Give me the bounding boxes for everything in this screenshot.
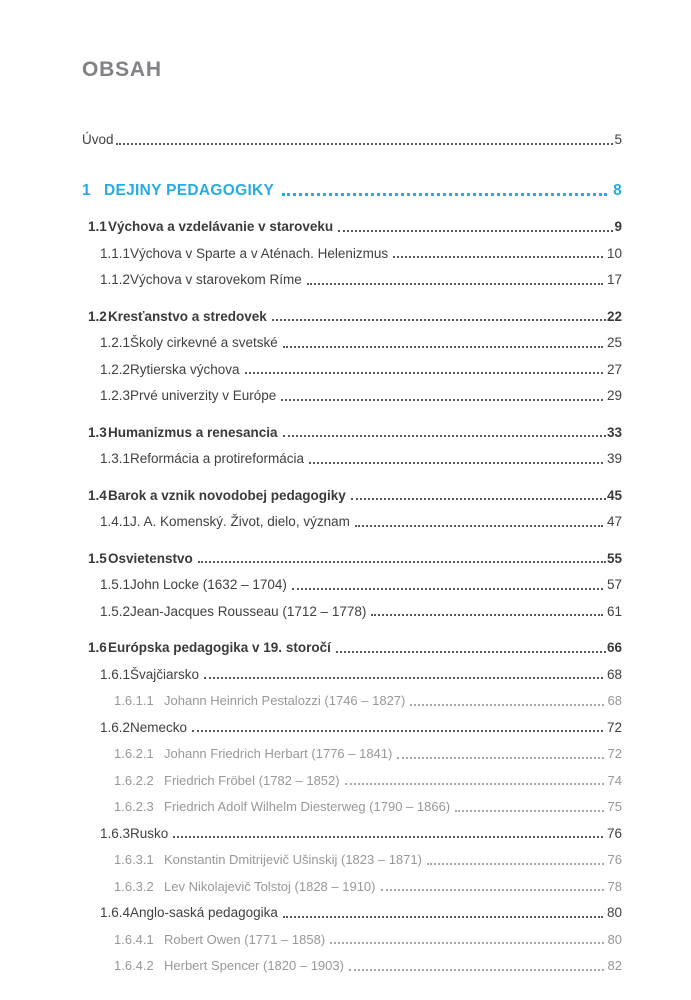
toc-entry-title: Nemecko — [130, 719, 188, 735]
dot-leader-icon — [245, 372, 603, 374]
page-title: OBSAH — [82, 58, 162, 81]
toc-entry-number: 1 — [82, 181, 91, 199]
toc-entry-number: 1.5.1 — [100, 577, 131, 592]
toc-entry-page: 45 — [606, 487, 622, 503]
toc-entry-page: 75 — [607, 799, 622, 814]
dot-leader-icon — [173, 836, 603, 838]
toc-entry-title: John Locke (1632 – 1704) — [130, 577, 287, 592]
dot-leader-icon — [283, 435, 606, 437]
toc-entry-title: J. A. Komenský. Život, dielo, význam — [130, 514, 350, 529]
toc-entry — [82, 715, 622, 742]
toc-entry-number: 1.3 — [88, 424, 107, 440]
toc-list — [82, 127, 622, 980]
dot-leader-icon — [455, 810, 603, 812]
toc-entry-page: 72 — [606, 719, 622, 735]
toc-entry — [82, 572, 622, 599]
toc-entry — [82, 927, 622, 954]
dot-leader-icon — [309, 462, 603, 464]
toc-entry-number: 1.2.1 — [100, 335, 131, 350]
toc-entry — [82, 900, 622, 927]
toc-entry-title: Výchova v starovekom Ríme — [130, 272, 302, 287]
toc-entry-title: Prvé univerzity v Európe — [130, 388, 277, 403]
toc-entry — [82, 127, 622, 154]
toc-entry — [82, 330, 622, 357]
dot-leader-icon — [198, 561, 606, 563]
toc-entry-page: 27 — [606, 361, 622, 377]
toc-entry-title: Herbert Spencer (1820 – 1903) — [164, 958, 344, 973]
dot-leader-icon — [272, 319, 606, 321]
toc-entry-page: 33 — [606, 424, 622, 440]
toc-entry-title: Osvietenstvo — [108, 550, 193, 566]
toc-entry-title: Barok a vznik novodobej pedagogiky — [108, 487, 346, 503]
toc-entry-title: Výchova v Sparte a v Aténach. Helenizmus — [130, 245, 389, 261]
toc-entry-page: 76 — [606, 825, 622, 841]
toc-entry-page: 61 — [606, 603, 622, 619]
toc-entry — [82, 483, 622, 510]
toc-entry-page: 66 — [606, 640, 622, 655]
toc-entry — [82, 546, 622, 573]
toc-entry-number: 1.1 — [88, 219, 107, 234]
toc-entry-number: 1.5 — [88, 550, 107, 566]
toc-entry-number: 1.6 — [88, 640, 107, 655]
toc-entry-number: 1.6.4.1 — [114, 931, 154, 947]
toc-entry-page: 68 — [607, 693, 622, 708]
toc-entry — [82, 357, 622, 384]
toc-entry-title: Johann Friedrich Herbart (1776 – 1841) — [164, 746, 393, 761]
toc-entry-title: Anglo-saská pedagogika — [130, 905, 278, 920]
dot-leader-icon — [283, 916, 603, 918]
toc-entry-number: 1.5.2 — [100, 603, 131, 619]
dot-leader-icon — [351, 498, 606, 500]
toc-entry-page: 17 — [606, 272, 622, 287]
toc-entry-title: Výchova a vzdelávanie v staroveku — [108, 219, 334, 234]
toc-entry-page: 82 — [607, 958, 622, 973]
toc-entry-number: 1.6.2.2 — [114, 772, 154, 788]
toc-entry-page: 80 — [606, 905, 622, 920]
toc-entry — [82, 420, 622, 447]
toc-entry-number: 1.6.3.1 — [114, 852, 154, 867]
toc-entry-number: 1.6.1 — [100, 666, 131, 682]
toc-entry-title: Školy cirkevné a svetské — [130, 335, 278, 350]
toc-entry-page: 47 — [606, 514, 622, 529]
toc-entry-title: DEJINY PEDAGOGIKY — [104, 181, 275, 199]
toc-entry-page: 78 — [607, 878, 622, 894]
dot-leader-icon — [307, 283, 603, 285]
toc-entry — [82, 178, 622, 205]
toc-entry-page: 8 — [613, 181, 622, 199]
toc-entry-page: 55 — [606, 550, 622, 566]
toc-entry-number: 1.2.2 — [100, 361, 131, 377]
toc-entry-number: 1.4.1 — [100, 514, 131, 529]
toc-entry-title: Humanizmus a renesancia — [108, 424, 278, 440]
dot-leader-icon — [336, 651, 606, 653]
toc-entry — [82, 741, 622, 768]
toc-entry — [82, 599, 622, 626]
toc-entry-number: 1.6.2.3 — [114, 799, 154, 814]
toc-entry-title: Rusko — [130, 825, 169, 841]
toc-entry-title: Robert Owen (1771 – 1858) — [164, 931, 326, 947]
toc-entry — [82, 241, 622, 268]
dot-leader-icon — [349, 969, 604, 971]
toc-entry-title: Rytierska výchova — [130, 361, 240, 377]
toc-entry-title: Lev Nikolajevič Tolstoj (1828 – 1910) — [164, 878, 376, 894]
toc-entry-number: 1.1.1 — [100, 245, 131, 261]
dot-leader-icon — [292, 588, 603, 590]
toc-entry-number: 1.1.2 — [100, 272, 131, 287]
toc-entry — [82, 794, 622, 821]
toc-entry-page: 25 — [606, 335, 622, 350]
toc-entry — [82, 267, 622, 294]
toc-entry — [82, 874, 622, 901]
toc-entry-number: 1.6.3 — [100, 825, 131, 841]
toc-entry-page: 29 — [606, 388, 622, 403]
toc-entry-title: Úvod — [82, 132, 114, 147]
toc-entry — [82, 304, 622, 331]
toc-entry-page: 68 — [606, 666, 622, 682]
toc-entry-title: Európska pedagogika v 19. storočí — [108, 640, 331, 655]
toc-entry-title: Švajčiarsko — [130, 666, 200, 682]
dot-leader-icon — [116, 143, 614, 145]
toc-entry-title: Kresťanstvo a stredovek — [108, 308, 267, 324]
dot-leader-icon — [283, 346, 603, 348]
toc-entry-page: 9 — [614, 219, 622, 234]
toc-entry — [82, 383, 622, 410]
toc-entry-page: 10 — [606, 245, 622, 261]
toc-entry-page: 76 — [607, 852, 622, 867]
dot-leader-icon — [381, 889, 604, 891]
toc-entry — [82, 768, 622, 795]
dot-leader-icon — [355, 525, 603, 527]
toc-entry-number: 1.3.1 — [100, 451, 131, 466]
toc-entry-number: 1.6.2.1 — [114, 746, 154, 761]
dot-leader-icon — [410, 704, 603, 706]
toc-entry-title: Jean-Jacques Rousseau (1712 – 1778) — [130, 603, 367, 619]
toc-entry-page: 74 — [607, 772, 622, 788]
toc-entry-title: Friedrich Adolf Wilhelm Diesterweg (1790 – 1866) — [164, 799, 451, 814]
toc-entry-number: 1.6.3.2 — [114, 878, 154, 894]
toc-entry-page: 22 — [606, 308, 622, 324]
toc-entry-number: 1.2.3 — [100, 388, 131, 403]
toc-entry-title: Friedrich Fröbel (1782 – 1852) — [164, 772, 340, 788]
dot-leader-icon — [282, 193, 607, 196]
toc-entry-number: 1.6.4.2 — [114, 958, 154, 973]
dot-leader-icon — [338, 230, 613, 232]
toc-entry-page: 57 — [606, 577, 622, 592]
dot-leader-icon — [192, 730, 603, 732]
toc-entry — [82, 662, 622, 689]
toc-entry-number: 1.6.4 — [100, 905, 131, 920]
toc-entry — [82, 509, 622, 536]
toc-entry-number: 1.6.2 — [100, 719, 131, 735]
dot-leader-icon — [397, 757, 603, 759]
toc-entry-number: 1.2 — [88, 308, 107, 324]
dot-leader-icon — [345, 783, 604, 785]
toc-entry-page: 5 — [614, 132, 622, 147]
toc-entry-number: 1.6.1.1 — [114, 693, 154, 708]
toc-entry-title: Konstantin Dmitrijevič Ušinskij (1823 – 1871) — [164, 852, 422, 867]
dot-leader-icon — [427, 863, 604, 865]
toc-entry — [82, 847, 622, 874]
toc-entry-title: Reformácia a protireformácia — [130, 451, 305, 466]
toc-entry — [82, 821, 622, 848]
dot-leader-icon — [371, 614, 603, 616]
dot-leader-icon — [393, 256, 603, 258]
toc-entry — [82, 446, 622, 473]
toc-entry-page: 39 — [606, 451, 622, 466]
toc-entry-page: 72 — [607, 746, 622, 761]
dot-leader-icon — [330, 942, 603, 944]
toc-entry — [82, 688, 622, 715]
toc-entry — [82, 635, 622, 662]
toc-entry-title: Johann Heinrich Pestalozzi (1746 – 1827) — [164, 693, 406, 708]
toc-entry-page: 80 — [607, 931, 622, 947]
dot-leader-icon — [281, 399, 603, 401]
dot-leader-icon — [204, 677, 603, 679]
toc-entry — [82, 214, 622, 241]
toc-entry-number: 1.4 — [88, 487, 107, 503]
toc-entry — [82, 953, 622, 980]
